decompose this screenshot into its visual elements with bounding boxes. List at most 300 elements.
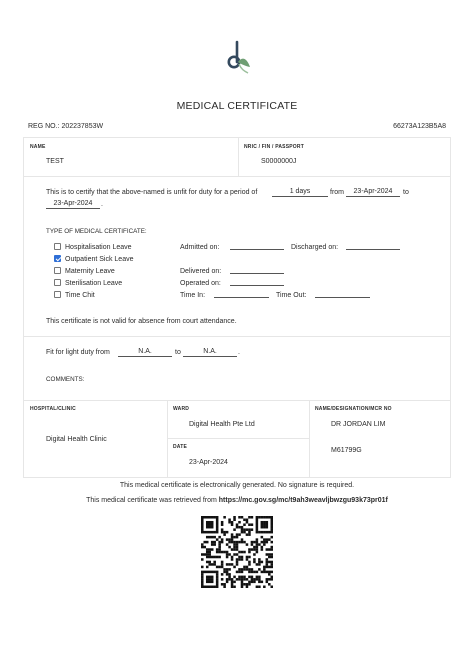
qr-module	[223, 571, 226, 574]
qr-module	[236, 543, 239, 546]
qr-module	[223, 583, 226, 586]
mcr-number: M61799G	[331, 447, 362, 454]
qr-module	[256, 576, 259, 579]
maternity-checkbox[interactable]	[54, 267, 61, 274]
doctor-name: DR JORDAN LIM	[331, 421, 386, 428]
from-label: from	[330, 189, 344, 196]
qr-module	[271, 576, 273, 579]
qr-module	[208, 516, 211, 519]
qr-module	[231, 548, 234, 551]
qr-module	[266, 563, 269, 566]
qr-module	[208, 556, 211, 559]
qr-module	[208, 553, 211, 556]
qr-module	[206, 556, 209, 559]
qr-module	[223, 551, 226, 554]
qr-module	[236, 561, 239, 564]
qr-module	[271, 566, 273, 569]
qr-module	[216, 571, 219, 574]
qr-module	[251, 568, 254, 571]
qr-module	[216, 581, 219, 584]
qr-module	[251, 571, 254, 574]
electronic-note: This medical certificate is electronically generated. No signature is required.	[119, 482, 355, 489]
qr-module	[258, 578, 261, 581]
qr-module	[251, 523, 254, 526]
qr-module	[256, 571, 259, 574]
qr-module	[241, 571, 244, 574]
qr-module	[206, 578, 209, 581]
qr-module	[223, 531, 226, 534]
qr-module	[208, 521, 211, 524]
qr-module	[206, 531, 209, 534]
qr-module	[246, 558, 249, 561]
qr-module	[226, 571, 229, 574]
qr-module	[243, 566, 246, 569]
qr-module	[248, 531, 251, 534]
qr-module	[218, 556, 221, 559]
qr-module	[243, 523, 246, 526]
divider	[24, 336, 450, 337]
qr-module	[258, 581, 261, 584]
qr-module	[226, 543, 229, 546]
qr-module	[266, 571, 269, 574]
qr-module	[216, 576, 219, 579]
time-in-label: Time In:	[180, 292, 206, 299]
qr-module	[241, 528, 244, 531]
qr-module	[241, 578, 244, 581]
qr-module	[238, 533, 241, 536]
period-days: 1 days	[272, 188, 328, 197]
nric-label: NRIC / FIN / PASSPORT	[244, 144, 304, 150]
divider	[24, 400, 450, 401]
qr-module	[271, 528, 273, 531]
qr-module	[228, 546, 231, 549]
qr-module	[241, 538, 244, 541]
qr-module	[221, 541, 224, 544]
date-value: 23-Apr-2024	[189, 459, 228, 466]
light-duty-from: N.A.	[118, 348, 172, 357]
qr-module	[236, 533, 239, 536]
qr-module	[201, 583, 204, 586]
qr-module	[261, 561, 264, 564]
qr-module	[233, 566, 236, 569]
certificate-reference-id: 66273A123B5A8	[393, 123, 446, 130]
qr-module	[218, 546, 221, 549]
delivered-field	[230, 267, 284, 274]
leave-type-heading: TYPE OF MEDICAL CERTIFICATE:	[46, 228, 147, 235]
qr-module	[201, 571, 204, 574]
qr-module	[236, 548, 239, 551]
qr-module	[266, 578, 269, 581]
qr-module	[268, 548, 271, 551]
qr-module	[258, 516, 261, 519]
qr-module	[216, 548, 219, 551]
qr-module	[258, 561, 261, 564]
qr-module	[231, 578, 234, 581]
qr-module	[271, 546, 273, 549]
qr-module	[221, 563, 224, 566]
qr-module	[241, 568, 244, 571]
to-date: 23-Apr-2024	[46, 200, 100, 209]
qr-module	[218, 566, 221, 569]
qr-module	[213, 531, 216, 534]
qr-module	[261, 571, 264, 574]
qr-module	[253, 548, 256, 551]
qr-module	[243, 576, 246, 579]
qr-module	[256, 541, 259, 544]
qr-module	[231, 523, 234, 526]
qr-module	[253, 581, 256, 584]
qr-module	[271, 578, 273, 581]
qr-module	[233, 543, 236, 546]
qr-module	[253, 546, 256, 549]
qr-module	[208, 571, 211, 574]
divider	[24, 176, 450, 177]
qr-module	[261, 536, 264, 539]
qr-module	[256, 538, 259, 541]
qr-module	[226, 553, 229, 556]
qr-module	[221, 566, 224, 569]
qr-module	[218, 541, 221, 544]
qr-module	[258, 531, 261, 534]
qr-module	[223, 568, 226, 571]
qr-module	[258, 558, 261, 561]
qr-module	[253, 541, 256, 544]
divider	[167, 438, 309, 439]
qr-module	[206, 553, 209, 556]
qr-module	[268, 553, 271, 556]
qr-module	[243, 528, 246, 531]
qr-module	[211, 556, 214, 559]
leave-option-label: Outpatient Sick Leave	[65, 256, 134, 263]
operated-field	[230, 279, 284, 286]
qr-module	[246, 543, 249, 546]
qr-module	[236, 553, 239, 556]
qr-module	[248, 523, 251, 526]
qr-module	[263, 586, 266, 588]
qr-module	[251, 528, 254, 531]
qr-module	[208, 563, 211, 566]
qr-module	[216, 526, 219, 529]
qr-module	[211, 581, 214, 584]
qr-module	[271, 521, 273, 524]
qr-module	[248, 561, 251, 564]
qr-module	[246, 533, 249, 536]
qr-module	[256, 526, 259, 529]
qr-module	[201, 558, 204, 561]
qr-module	[271, 518, 273, 521]
qr-module	[216, 551, 219, 554]
qr-module	[231, 536, 234, 539]
qr-module	[271, 523, 273, 526]
qr-module	[221, 521, 224, 524]
qr-module	[238, 558, 241, 561]
qr-module	[216, 538, 219, 541]
qr-module	[246, 586, 249, 588]
qr-module	[246, 556, 249, 559]
qr-module	[256, 546, 259, 549]
qr-module	[248, 563, 251, 566]
qr-module	[248, 548, 251, 551]
sterilisation-checkbox[interactable]	[54, 279, 61, 286]
qr-module	[268, 556, 271, 559]
qr-module	[208, 581, 211, 584]
qr-module	[233, 518, 236, 521]
qr-module	[216, 566, 219, 569]
qr-module	[238, 568, 241, 571]
qr-module	[238, 576, 241, 579]
certificate-form	[23, 137, 451, 478]
qr-module	[231, 581, 234, 584]
qr-module	[243, 583, 246, 586]
qr-module	[213, 563, 216, 566]
qr-module	[238, 541, 241, 544]
ward-label: WARD	[173, 406, 190, 412]
qr-module	[258, 576, 261, 579]
qr-module	[211, 536, 214, 539]
qr-module	[238, 526, 241, 529]
qr-module	[236, 546, 239, 549]
light-duty-to: N.A.	[183, 348, 237, 357]
qr-module	[231, 541, 234, 544]
qr-module	[208, 536, 211, 539]
qr-module	[241, 556, 244, 559]
qr-module	[263, 568, 266, 571]
time-in-field	[214, 291, 269, 298]
ward-value: Digital Health Pte Ltd	[189, 421, 255, 428]
qr-module	[258, 543, 261, 546]
qr-module	[263, 523, 266, 526]
qr-module	[248, 581, 251, 584]
admitted-field	[230, 243, 284, 250]
qr-module	[268, 516, 271, 519]
qr-module	[241, 581, 244, 584]
doctor-label: NAME/DESIGNATION/MCR NO	[315, 406, 392, 412]
qr-module	[208, 586, 211, 588]
qr-module	[253, 558, 256, 561]
qr-module	[231, 538, 234, 541]
qr-module	[208, 523, 211, 526]
nric-value: S0000000J	[261, 158, 297, 165]
qr-module	[221, 531, 224, 534]
clinic-logo	[224, 40, 254, 74]
qr-module	[241, 526, 244, 529]
qr-module	[256, 586, 259, 588]
qr-module	[246, 518, 249, 521]
qr-module	[228, 568, 231, 571]
qr-module	[266, 548, 269, 551]
qr-module	[261, 516, 264, 519]
qr-module	[211, 563, 214, 566]
qr-module	[208, 578, 211, 581]
qr-module	[206, 566, 209, 569]
qr-module	[206, 521, 209, 524]
qr-module	[266, 561, 269, 564]
qr-module	[211, 516, 214, 519]
qr-module	[271, 561, 273, 564]
qr-module	[236, 563, 239, 566]
qr-module	[208, 561, 211, 564]
qr-module	[206, 581, 209, 584]
qr-module	[206, 571, 209, 574]
retrieved-url-link[interactable]: https://mc.gov.sg/mc/t9ah3weavljbwzgu93k73pr01f	[218, 497, 388, 504]
qr-module	[228, 578, 231, 581]
qr-module	[206, 536, 209, 539]
qr-module	[261, 548, 264, 551]
qr-module	[268, 566, 271, 569]
qr-module	[226, 578, 229, 581]
leave-option-label: Hospitalisation Leave	[65, 244, 132, 251]
qr-module	[246, 528, 249, 531]
qr-module	[201, 531, 204, 534]
qr-module	[251, 581, 254, 584]
qr-module	[223, 516, 226, 519]
qr-module	[211, 521, 214, 524]
qr-module	[236, 523, 239, 526]
qr-module	[251, 548, 254, 551]
qr-module	[243, 518, 246, 521]
qr-module	[233, 581, 236, 584]
qr-module	[216, 586, 219, 588]
time-out-label: Time Out:	[276, 292, 307, 299]
qr-module	[211, 526, 214, 529]
qr-module	[231, 586, 234, 588]
qr-module	[208, 531, 211, 534]
qr-module	[213, 541, 216, 544]
qr-module	[246, 578, 249, 581]
qr-module	[266, 516, 269, 519]
qr-module	[238, 571, 241, 574]
qr-module	[233, 528, 236, 531]
qr-module	[241, 551, 244, 554]
qr-module	[216, 578, 219, 581]
qr-module	[201, 518, 204, 521]
qr-module	[271, 563, 273, 566]
qr-module	[263, 516, 266, 519]
qr-module	[208, 548, 211, 551]
qr-module	[271, 548, 273, 551]
qr-module	[248, 568, 251, 571]
qr-module	[213, 536, 216, 539]
admitted-label: Admitted on:	[180, 244, 220, 251]
qr-module	[256, 551, 259, 554]
qr-module	[271, 586, 273, 588]
qr-module	[263, 538, 266, 541]
qr-module	[223, 586, 226, 588]
qr-module	[218, 536, 221, 539]
qr-module	[261, 541, 264, 544]
qr-module	[241, 558, 244, 561]
qr-module	[226, 556, 229, 559]
qr-module	[271, 536, 273, 539]
qr-module	[271, 526, 273, 529]
qr-module	[253, 553, 256, 556]
qr-module	[256, 521, 259, 524]
qr-module	[206, 516, 209, 519]
registration-number: REG NO.: 202237853W	[28, 123, 104, 130]
qr-module	[261, 546, 264, 549]
qr-module	[241, 583, 244, 586]
qr-module	[241, 576, 244, 579]
qr-module	[263, 543, 266, 546]
qr-module	[201, 573, 204, 576]
qr-module	[266, 558, 269, 561]
qr-module	[236, 571, 239, 574]
qr-module	[231, 556, 234, 559]
qr-module	[231, 583, 234, 586]
qr-module	[271, 553, 273, 556]
qr-module	[238, 551, 241, 554]
qr-module	[251, 576, 254, 579]
time-chit-checkbox[interactable]	[54, 291, 61, 298]
qr-module	[233, 548, 236, 551]
qr-module	[263, 541, 266, 544]
qr-module	[256, 518, 259, 521]
document-title: MEDICAL CERTIFICATE	[176, 100, 298, 112]
qr-module	[213, 516, 216, 519]
qr-module	[216, 528, 219, 531]
qr-module	[231, 533, 234, 536]
qr-module	[258, 586, 261, 588]
qr-module	[266, 581, 269, 584]
qr-module	[266, 541, 269, 544]
qr-module	[268, 573, 271, 576]
retrieved-note	[0, 497, 474, 504]
qr-module	[236, 526, 239, 529]
qr-module	[263, 566, 266, 569]
qr-module	[211, 523, 214, 526]
qr-module	[221, 583, 224, 586]
from-date: 23-Apr-2024	[346, 188, 400, 197]
qr-module	[233, 546, 236, 549]
qr-module	[271, 541, 273, 544]
qr-module	[216, 518, 219, 521]
qr-module	[268, 531, 271, 534]
qr-module	[233, 553, 236, 556]
qr-module	[208, 526, 211, 529]
qr-module	[226, 538, 229, 541]
qr-module	[248, 528, 251, 531]
hospitalisation-checkbox[interactable]	[54, 243, 61, 250]
qr-module	[271, 531, 273, 534]
date-label: DATE	[173, 444, 188, 450]
qr-module	[203, 531, 206, 534]
qr-module	[228, 576, 231, 579]
qr-module	[261, 526, 264, 529]
divider	[238, 138, 239, 176]
qr-module	[248, 551, 251, 554]
qr-module	[216, 516, 219, 519]
qr-module	[256, 528, 259, 531]
qr-module	[243, 531, 246, 534]
qr-module	[231, 558, 234, 561]
qr-module	[241, 586, 244, 588]
qr-module	[228, 541, 231, 544]
qr-module	[221, 573, 224, 576]
qr-module	[251, 578, 254, 581]
qr-module	[236, 558, 239, 561]
qr-module	[211, 571, 214, 574]
qr-module	[253, 571, 256, 574]
light-duty-text: Fit for light duty from	[46, 349, 110, 356]
qr-module	[271, 516, 273, 519]
qr-module	[248, 533, 251, 536]
hospital-label: HOSPITAL/CLINIC	[30, 406, 76, 412]
outpatient-checkbox[interactable]	[54, 255, 61, 262]
time-out-field	[315, 291, 370, 298]
qr-module	[268, 583, 271, 586]
qr-module	[203, 546, 206, 549]
qr-module	[266, 566, 269, 569]
